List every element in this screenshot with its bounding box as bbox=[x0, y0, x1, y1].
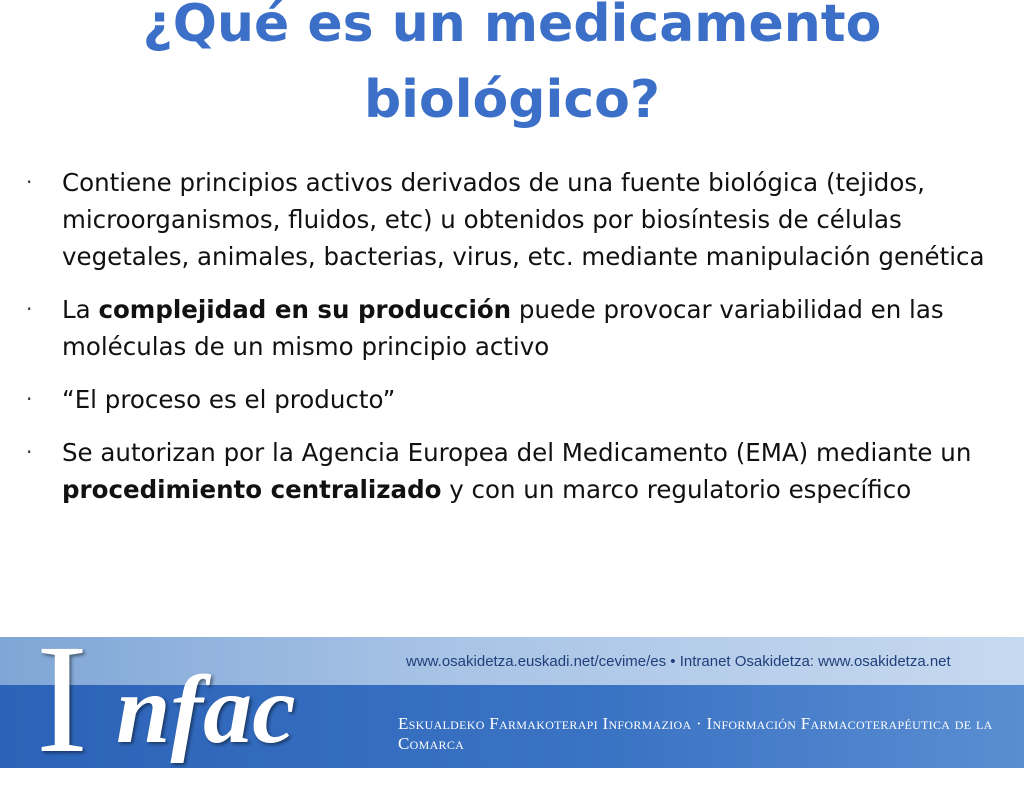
bullet-text: Se autorizan por la Agencia Europea del Medicamento (EMA) mediante un bbox=[62, 438, 972, 467]
bullet-text: “El proceso es el producto” bbox=[62, 385, 396, 414]
bullet-item bbox=[20, 164, 1000, 275]
bullet-item bbox=[20, 291, 1000, 365]
bullet-item bbox=[20, 381, 1000, 418]
bullet-dot-icon: · bbox=[26, 387, 33, 411]
bullet-emphasis: procedimiento centralizado bbox=[62, 475, 442, 504]
logo-capital: I bbox=[36, 612, 88, 785]
bullet-text: Contiene principios activos derivados de una fuente biológica (tejidos, microorganismos, fluidos, etc) u obtenidos por biosíntesis de células vegetales, animales, bacterias, virus, etc. mediante manipulación genética bbox=[62, 168, 985, 271]
bullet-item bbox=[20, 434, 1000, 508]
bullet-dot-icon: · bbox=[26, 297, 33, 321]
logo-wordmark: nfac bbox=[116, 656, 296, 764]
bullet-emphasis: complejidad en su producción bbox=[98, 295, 512, 324]
footer-tagline: Eskualdeko Farmakoterapi Informazioa · Información Farmacoterapéutica de la Comarca bbox=[398, 714, 993, 753]
infac-logo bbox=[30, 612, 330, 785]
bullet-text: puede provocar variabilidad en las moléculas de un mismo principio activo bbox=[62, 295, 944, 361]
slide-title: ¿Qué es un medicamento biológico? bbox=[142, 0, 882, 130]
footer-web-links: www.osakidetza.euskadi.net/cevime/es • Intranet Osakidetza: www.osakidetza.net bbox=[406, 653, 951, 670]
bullet-list bbox=[20, 164, 1000, 524]
bullet-text: La bbox=[62, 295, 99, 324]
bullet-text: y con un marco regulatorio específico bbox=[441, 475, 912, 504]
bullet-dot-icon: · bbox=[26, 440, 33, 464]
bullet-dot-icon: · bbox=[26, 170, 33, 194]
